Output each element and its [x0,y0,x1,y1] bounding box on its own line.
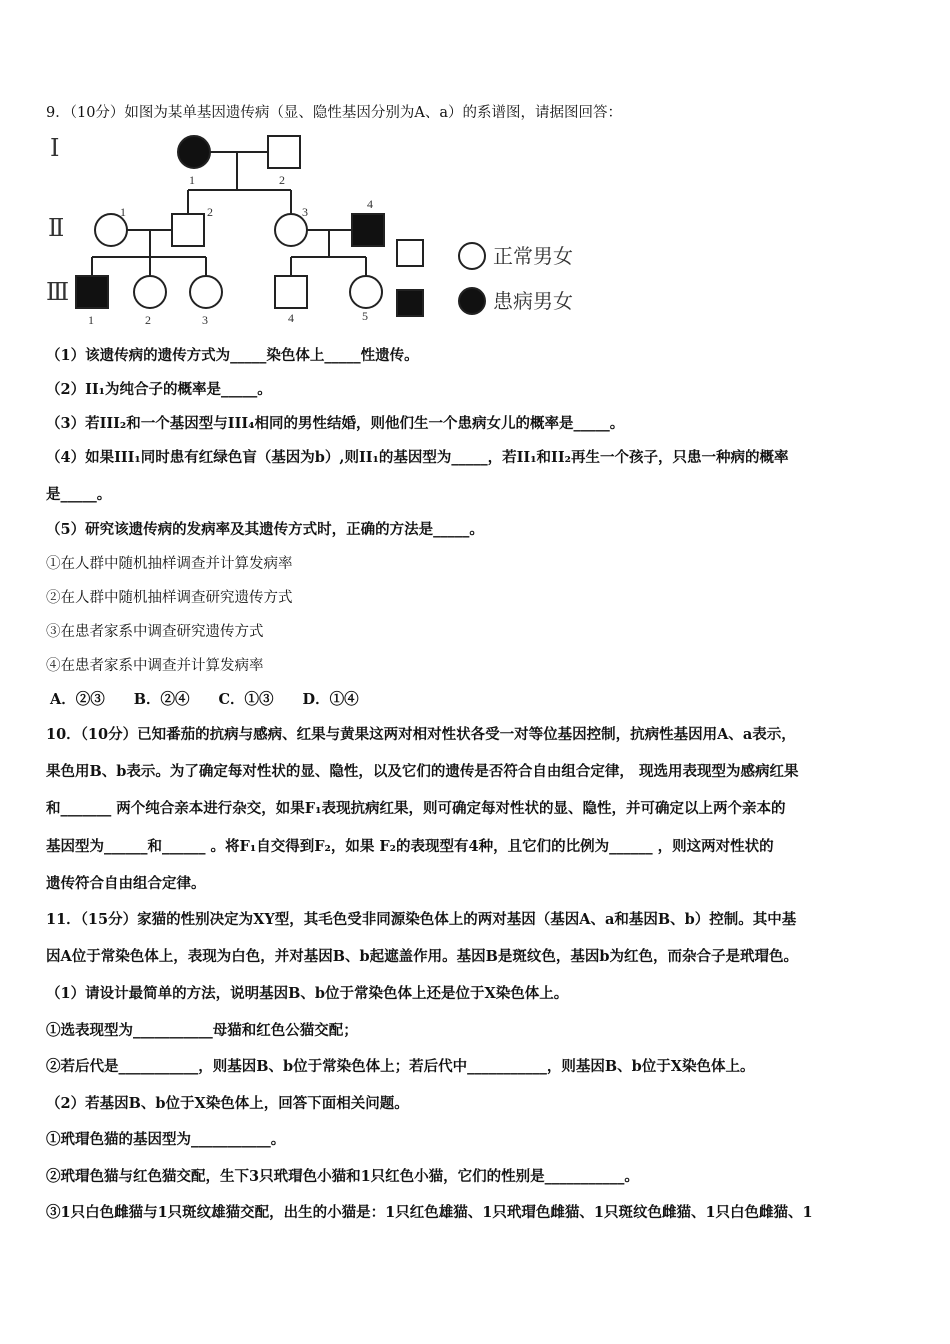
q11-part2-q2: ②玳瑁色猫与红色猫交配，生下3只玳瑁色小猫和1只红色小猫，它们的性别是___________。 [46,1168,639,1185]
pedigree-I1-affected-female [178,136,210,168]
num-II1: 1 [120,205,126,219]
num-III1: 1 [88,313,94,327]
q9-sub1: （1）该遗传病的遗传方式为_____染色体上_____性遗传。 [46,347,419,364]
q10-line1: 10．（10分）已知番茄的抗病与感病、红果与黄果这两对相对性状各受一对等位基因控制，抗病性基因用A、a表示， [46,726,796,743]
legend-normal-label: 正常男女 [493,244,573,268]
q10-line2: 果色用B、b表示。为了确定每对性状的显、隐性，以及它们的遗传是否符合自由组合定律， 现选用表现型为感病红果 [46,763,799,780]
num-II2: 2 [207,205,213,219]
q9-sub5: （5）研究该遗传病的发病率及其遗传方式时，正确的方法是_____。 [46,521,484,538]
q9-choices: A．②③ B．②④ C．①③ D．①④ [50,691,359,708]
pedigree-I2-normal-male [268,136,300,168]
q11-part1-step2: ②若后代是___________，则基因B、b位于常染色体上；若后代中___________，则基因B、b位于X染色体上。 [46,1058,755,1075]
pedigree-chart [44,130,584,330]
pedigree-III4-normal-male [275,276,307,308]
q9-sub3: （3）若III₂和一个基因型与III₄相同的男性结婚，则他们生一个患病女儿的概率是_____。 [46,415,625,432]
q11-line1: 11．（15分）家猫的性别决定为XY型，其毛色受非同源染色体上的两对基因（基因A、a和基因B、b）控制。其中基 [46,911,797,928]
q9-option-3: ③在患者家系中调查研究遗传方式 [46,624,264,640]
q10-line4: 基因型为______和______ 。将F₁自交得到F₂，如果 F₂的表现型有4种，且它们的比例为______ ，则这两对性状的 [46,838,774,855]
num-III5: 5 [362,309,368,323]
pedigree-III1-affected-male [76,276,108,308]
num-I1: 1 [189,173,195,187]
legend-affected-male [397,290,423,316]
q10-line3: 和_______ 两个纯合亲本进行杂交，如果F₁表现抗病红果，则可确定每对性状的显、隐性，并可确定以上两个亲本的 [46,800,786,817]
gen-label-II: Ⅱ [48,216,65,242]
num-III3: 3 [202,313,208,327]
q9-heading: 9．（10分）如图为某单基因遗传病（显、隐性基因分别为A、a）的系谱图，请据图回答： [46,105,623,121]
num-III2: 2 [145,313,151,327]
q11-part2-q1: ①玳瑁色猫的基因型为___________。 [46,1131,286,1148]
q9-sub2: （2）II₁为纯合子的概率是_____。 [46,381,272,398]
q11-part2-q3: ③1只白色雌猫与1只斑纹雄猫交配，出生的小猫是：1只红色雄猫、1只玳瑁色雌猫、1只斑纹色雌猫、1只白色雌猫、1 [46,1204,813,1221]
q11-part1-step1: ①选表现型为___________母猫和红色公猫交配； [46,1022,358,1039]
q11-line2: 因A位于常染色体上，表现为白色，并对基因B、b起遮盖作用。基因B是斑纹色，基因b为红色，而杂合子是玳瑁色。 [46,948,799,965]
q9-sub4-line1: （4）如果III₁同时患有红绿色盲（基因为b）,则II₁的基因型为_____，若II₁和II₂再生一个孩子，只患一种病的概率 [46,449,789,466]
q11-part1: （1）请设计最简单的方法，说明基因B、b位于常染色体上还是位于X染色体上。 [46,985,569,1002]
q10-line5: 遗传符合自由组合定律。 [46,875,206,892]
q9-sub4-line2: 是_____。 [46,486,112,503]
num-I2: 2 [279,173,285,187]
q9-option-4: ④在患者家系中调查并计算发病率 [46,658,264,674]
gen-label-I: Ⅰ [50,136,60,162]
num-II3: 3 [302,205,308,219]
q11-part2: （2）若基因B、b位于X染色体上，回答下面相关问题。 [46,1095,409,1112]
pedigree-III3-normal-female [190,276,222,308]
pedigree-II2-normal-male [172,214,204,246]
num-II4: 4 [367,197,373,211]
legend-normal-female [459,243,485,269]
pedigree-III2-normal-female [134,276,166,308]
gen-label-III: Ⅲ [46,280,70,306]
num-III4: 4 [288,311,294,325]
pedigree-III5-normal-female [350,276,382,308]
q9-option-1: ①在人群中随机抽样调查并计算发病率 [46,556,293,572]
legend-affected-label: 患病男女 [493,289,573,313]
legend-affected-female [459,288,485,314]
q9-option-2: ②在人群中随机抽样调查研究遗传方式 [46,590,293,606]
pedigree-II4-affected-male [352,214,384,246]
legend-normal-male [397,240,423,266]
